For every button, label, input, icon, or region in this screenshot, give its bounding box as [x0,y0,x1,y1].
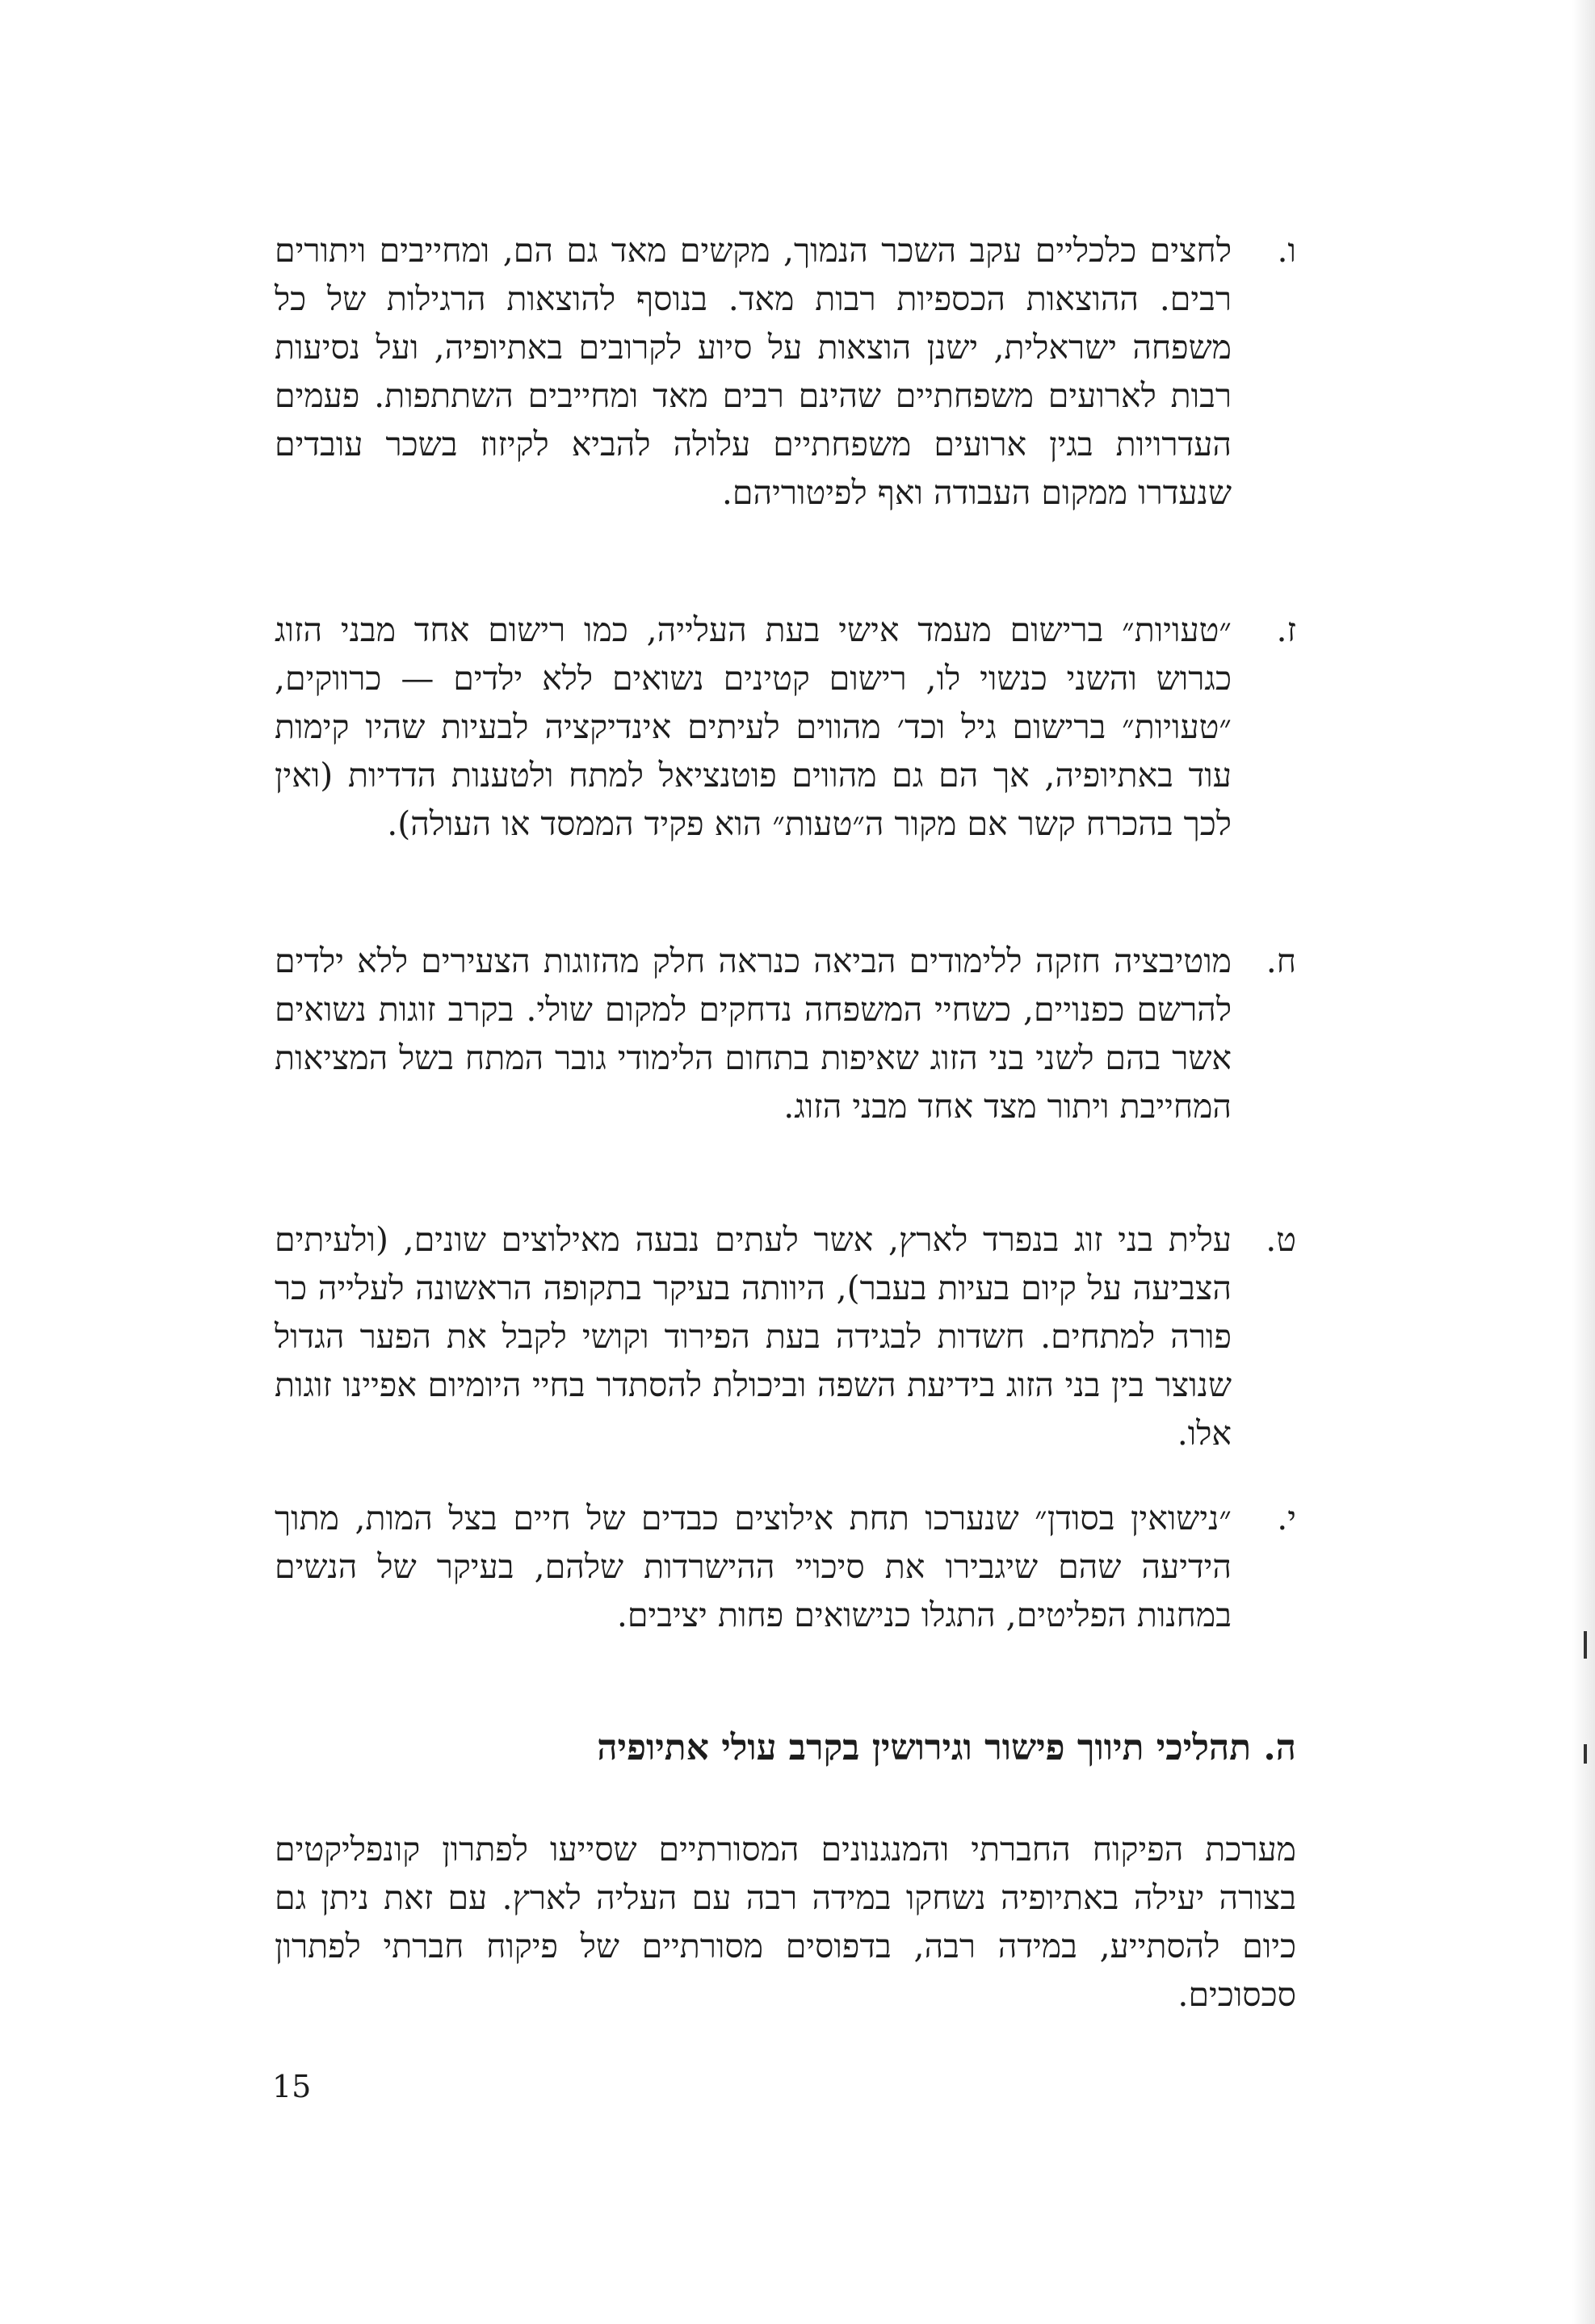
page-number: 15 [272,2069,312,2104]
list-item-tet [275,1215,1296,1458]
item-text: ״טעויות״ ברישום מעמד אישי בעת העלייה, כמו רישום אחד מבני הזוג כגרוש והשני כנשוי לו, רישום קטינים נשואים ללא ילדים — כרווקים, ״טעויות״ ברישום גיל וכד׳ מהווים לעיתים אינדיקציה לבעיות שהיו קימות עוד באתיופיה, אך הם גם מהווים פוטנציאל למתח ולטענות הדדיות (ואין לכך בהכרח קשר אם מקור ה״טעות״ הוא פקיד הממסד או העולה). [275,610,1232,843]
binding-mark [1584,1631,1587,1659]
item-letter: י. [1277,1499,1296,1537]
page-edge-shadow [1572,0,1595,2324]
item-text: עלית בני זוג בנפרד לארץ, אשר לעתים נבעה מאילוצים שונים, (ולעיתים הצביעה על קיום בעיות בעבר), היוותה בעיקר בתקופה הראשונה לעלייה כר פורה למתחים. חשדות לבגידה בעת הפירוד וקושי לקבל את הפער הגדול שנוצר בין בני הזוג בידיעת השפה וביכולת להסתדר בחיי היומיום אפיינו זוגות אלו. [275,1220,1232,1453]
list-item-yod [275,1494,1296,1639]
item-letter: ח. [1266,942,1296,980]
list-item-vav [275,226,1296,517]
page-body [275,0,1296,2324]
item-text: לחצים כלכליים עקב השכר הנמוך, מקשים מאד גם הם, ומחייבים ויתורים רבים. ההוצאות הכספיות רבות מאד. בנוסף להוצאות הרגילות של כל משפחה ישראלית, ישנן הוצאות על סיוע לקרובים באתיופיה, ועל נסיעות רבות לארועים משפחתיים שהינם רבים מאד ומחייבים השתתפות. פעמים העדרויות בגין ארועים משפחתיים עלולה להביא לקיזוז בשכר עובדים שנעדרו ממקום העבודה ואף לפיטוריהם. [275,231,1232,512]
section-paragraph: מערכת הפיקוח החברתי והמנגנונים המסורתיים שסייעו לפתרון קונפליקטים בצורה יעילה באתיופיה נשחקו במידה רבה עם העליה לארץ. עם זאת ניתן גם כיום להסתייע, במידה רבה, בדפוסים מסורתיים של פיקוח חברתי לפתרון סכסוכים. [275,1830,1296,2014]
item-text: מוטיבציה חזקה ללימודים הביאה כנראה חלק מהזוגות הצעירים ללא ילדים להרשם כפנויים, כשחיי המשפחה נדחקים למקום שולי. בקרב זוגות נשואים אשר בהם לשני בני הזוג שאיפות בתחום הלימודי גובר המתח בשל המציאות המחייבת ויתור מצד אחד מבני הזוג. [275,942,1232,1126]
item-letter: ט. [1266,1220,1296,1259]
list-item-het [275,937,1296,1131]
binding-mark [1584,1744,1587,1764]
list-item-zayin [275,606,1296,848]
item-letter: ז. [1276,610,1296,649]
section-heading: ה. תהליכי תיווך פישור וגירושין בקרב עולי אתיופיה [597,1727,1296,1768]
item-letter: ו. [1277,231,1296,270]
item-text: ״נישואין בסודן״ שנערכו תחת אילוצים כבדים של חיים בצל המות, מתוך הידיעה שהם שיגבירו את סיכויי ההישרדות שלהם, בעיקר של הנשים במחנות הפליטים, התגלו כנישואים פחות יציבים. [275,1499,1232,1634]
